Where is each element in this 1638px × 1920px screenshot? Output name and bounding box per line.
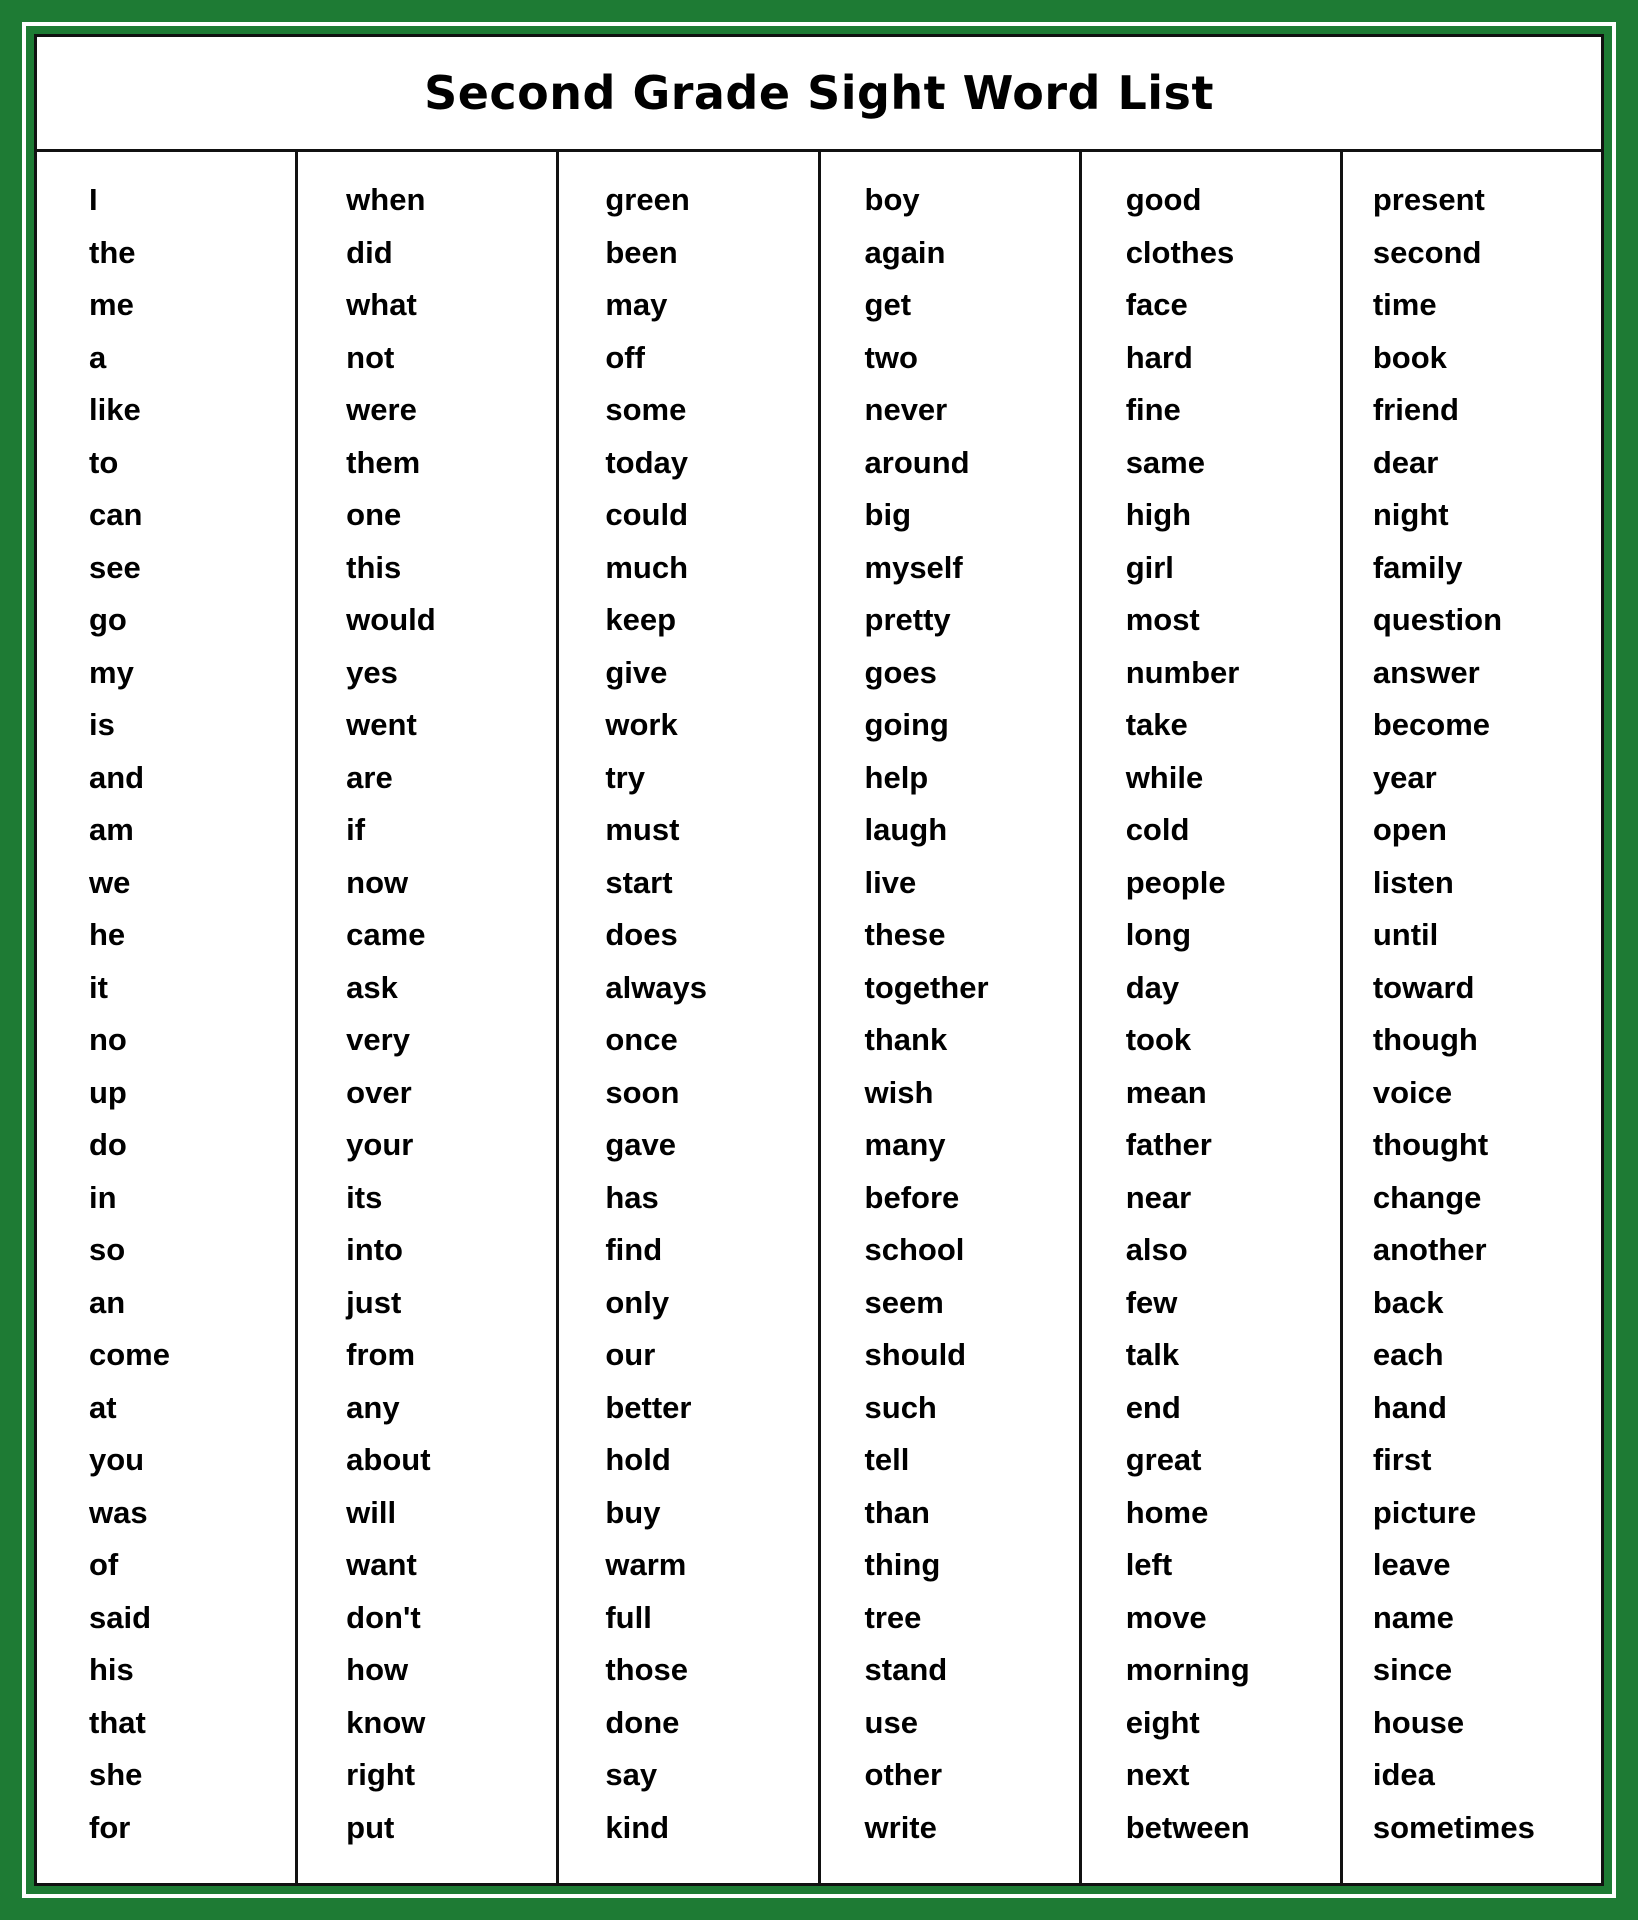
word-item: second: [1372, 234, 1482, 270]
word-item: friend: [1372, 392, 1459, 427]
word-item: live: [864, 864, 917, 900]
word-item: we: [89, 864, 131, 900]
word-item: question: [1372, 602, 1503, 637]
word-item: always: [605, 969, 708, 1005]
word-item: an: [89, 1284, 126, 1320]
word-item: such: [864, 1389, 937, 1425]
word-item: write: [864, 1809, 937, 1845]
word-item: stand: [864, 1652, 948, 1687]
word-item: how: [346, 1652, 409, 1687]
word-item: today: [605, 444, 689, 480]
word-item: home: [1125, 1494, 1209, 1530]
word-item: hard: [1125, 339, 1193, 375]
word-column-4: [821, 152, 1082, 1883]
word-item: find: [605, 1232, 663, 1267]
word-item: like: [89, 392, 141, 427]
word-item: am: [89, 812, 134, 847]
word-item: can: [89, 497, 143, 532]
word-item: and: [89, 759, 145, 795]
word-item: now: [346, 864, 409, 900]
word-item: house: [1372, 1704, 1465, 1740]
word-item: voice: [1372, 1074, 1453, 1110]
word-item: until: [1372, 917, 1439, 952]
word-item: go: [89, 602, 127, 637]
word-item: soon: [605, 1074, 680, 1110]
word-item: work: [605, 707, 678, 742]
word-item: done: [605, 1704, 680, 1740]
word-item: his: [89, 1652, 134, 1687]
word-item: though: [1372, 1022, 1478, 1057]
word-item: tell: [864, 1442, 910, 1477]
word-item: for: [89, 1809, 131, 1845]
word-item: once: [605, 1022, 678, 1057]
word-item: not: [346, 339, 395, 375]
word-item: time: [1372, 287, 1437, 322]
word-item: again: [864, 234, 946, 270]
word-item: your: [346, 1127, 414, 1162]
word-item: back: [1372, 1284, 1444, 1320]
word-item: get: [864, 287, 912, 322]
word-item: also: [1125, 1232, 1188, 1267]
word-item: while: [1125, 759, 1204, 795]
word-item: present: [1372, 182, 1485, 217]
word-item: would: [346, 602, 436, 637]
word-item: green: [605, 182, 690, 217]
word-item: those: [605, 1652, 689, 1687]
word-item: I: [89, 182, 98, 217]
word-item: these: [864, 917, 946, 952]
word-item: book: [1372, 339, 1447, 375]
word-columns: [37, 152, 1601, 1883]
word-column-5: [1082, 152, 1343, 1883]
word-column-5-inner: [1082, 174, 1340, 1854]
word-item: see: [89, 549, 141, 585]
word-item: in: [89, 1179, 117, 1215]
word-item: off: [605, 339, 645, 375]
word-item: what: [346, 287, 417, 322]
word-item: will: [346, 1494, 397, 1530]
word-item: went: [346, 707, 417, 742]
word-item: just: [346, 1284, 402, 1320]
word-item: high: [1125, 497, 1192, 532]
word-item: father: [1125, 1127, 1212, 1162]
word-item: big: [864, 497, 912, 532]
word-column-3: [559, 152, 820, 1883]
word-item: our: [605, 1337, 656, 1372]
word-item: give: [605, 654, 668, 690]
word-item: eight: [1125, 1704, 1200, 1740]
word-item: mean: [1125, 1074, 1207, 1110]
word-item: hand: [1372, 1389, 1447, 1425]
word-item: open: [1372, 812, 1447, 847]
word-item: goes: [864, 654, 937, 690]
word-item: to: [89, 444, 119, 480]
word-item: so: [89, 1232, 126, 1267]
word-item: took: [1125, 1022, 1192, 1057]
word-item: must: [605, 812, 680, 847]
word-item: most: [1125, 602, 1200, 637]
word-item: another: [1372, 1232, 1487, 1267]
word-item: name: [1372, 1599, 1454, 1635]
word-item: answer: [1372, 654, 1480, 690]
word-item: from: [346, 1337, 416, 1372]
word-item: yes: [346, 654, 398, 690]
word-item: day: [1125, 969, 1180, 1005]
word-item: two: [864, 339, 918, 375]
word-item: next: [1125, 1757, 1190, 1792]
word-item: toward: [1372, 969, 1475, 1005]
word-item: were: [346, 392, 417, 427]
word-list-sheet: [34, 34, 1604, 1886]
word-column-3-inner: [559, 174, 817, 1854]
word-item: she: [89, 1757, 143, 1792]
word-item: between: [1125, 1809, 1250, 1845]
word-item: cold: [1125, 812, 1190, 847]
word-item: number: [1125, 654, 1240, 690]
word-item: end: [1125, 1389, 1181, 1425]
word-item: some: [605, 392, 687, 427]
word-item: want: [346, 1547, 417, 1582]
word-item: become: [1372, 707, 1491, 742]
word-item: has: [605, 1179, 659, 1215]
word-item: help: [864, 759, 929, 795]
word-item: very: [346, 1022, 410, 1057]
word-item: face: [1125, 287, 1188, 322]
word-item: pretty: [864, 602, 951, 637]
word-item: my: [89, 654, 134, 690]
word-item: use: [864, 1704, 918, 1740]
word-item: better: [605, 1389, 692, 1425]
word-item: family: [1372, 549, 1463, 585]
word-item: know: [346, 1704, 426, 1740]
word-item: said: [89, 1599, 152, 1635]
word-item: few: [1125, 1284, 1178, 1320]
word-item: at: [89, 1389, 117, 1425]
word-item: any: [346, 1389, 400, 1425]
word-item: never: [864, 392, 948, 427]
word-column-4-inner: [821, 174, 1079, 1854]
word-item: of: [89, 1547, 119, 1582]
word-item: over: [346, 1074, 412, 1110]
word-item: up: [89, 1074, 127, 1110]
word-item: left: [1125, 1547, 1173, 1582]
word-item: clothes: [1125, 234, 1235, 270]
word-column-2-inner: [298, 174, 556, 1854]
word-item: take: [1125, 707, 1188, 742]
word-item: near: [1125, 1179, 1192, 1215]
title-bar: [37, 37, 1601, 152]
word-item: talk: [1125, 1337, 1180, 1372]
word-item: people: [1125, 864, 1226, 900]
word-item: hold: [605, 1442, 671, 1477]
word-item: morning: [1125, 1652, 1250, 1687]
word-item: are: [346, 759, 393, 795]
word-item: picture: [1372, 1494, 1477, 1530]
word-item: about: [346, 1442, 431, 1477]
word-item: school: [864, 1232, 965, 1267]
word-item: don't: [346, 1599, 421, 1635]
word-item: myself: [864, 549, 963, 585]
word-item: right: [346, 1757, 416, 1792]
page-title: Second Grade Sight Word List: [424, 66, 1214, 120]
word-item: other: [864, 1757, 943, 1792]
word-item: a: [89, 339, 107, 375]
word-column-2: [298, 152, 559, 1883]
word-item: its: [346, 1179, 383, 1215]
word-item: put: [346, 1809, 395, 1845]
word-item: much: [605, 549, 689, 585]
word-item: say: [605, 1757, 658, 1792]
word-item: move: [1125, 1599, 1207, 1635]
word-item: you: [89, 1442, 145, 1477]
word-item: he: [89, 917, 126, 952]
word-item: did: [346, 234, 393, 270]
word-item: me: [89, 287, 134, 322]
word-item: together: [864, 969, 989, 1005]
word-column-6-inner: [1343, 174, 1601, 1854]
word-item: around: [864, 444, 970, 480]
word-item: one: [346, 497, 402, 532]
word-item: do: [89, 1127, 127, 1162]
word-item: does: [605, 917, 678, 952]
word-item: warm: [605, 1547, 687, 1582]
word-item: try: [605, 759, 645, 795]
word-item: year: [1372, 759, 1437, 795]
word-item: ask: [346, 969, 398, 1005]
word-column-1-inner: [37, 174, 295, 1854]
word-item: is: [89, 707, 115, 742]
word-item: this: [346, 549, 402, 585]
word-item: it: [89, 969, 108, 1005]
word-item: may: [605, 287, 668, 322]
word-item: keep: [605, 602, 677, 637]
word-column-6: [1343, 152, 1601, 1883]
word-item: many: [864, 1127, 946, 1162]
word-item: only: [605, 1284, 670, 1320]
word-item: that: [89, 1704, 146, 1740]
word-item: come: [89, 1337, 170, 1372]
word-item: into: [346, 1232, 403, 1267]
word-item: when: [346, 182, 426, 217]
word-item: leave: [1372, 1547, 1451, 1582]
word-item: good: [1125, 182, 1202, 217]
word-item: tree: [864, 1599, 922, 1635]
word-item: same: [1125, 444, 1205, 480]
word-item: than: [864, 1494, 930, 1530]
word-item: each: [1372, 1337, 1444, 1372]
word-item: fine: [1125, 392, 1181, 427]
word-item: if: [346, 812, 366, 847]
word-item: start: [605, 864, 673, 900]
word-item: listen: [1372, 864, 1454, 900]
word-item: seem: [864, 1284, 944, 1320]
word-item: first: [1372, 1442, 1432, 1477]
word-item: the: [89, 234, 136, 270]
word-item: been: [605, 234, 678, 270]
word-item: sometimes: [1372, 1809, 1535, 1845]
word-item: was: [89, 1494, 148, 1530]
word-item: buy: [605, 1494, 661, 1530]
word-item: thing: [864, 1547, 941, 1582]
word-item: dear: [1372, 444, 1439, 480]
word-item: gave: [605, 1127, 677, 1162]
word-item: idea: [1372, 1757, 1435, 1792]
word-item: girl: [1125, 549, 1174, 585]
word-item: came: [346, 917, 426, 952]
decorative-border: [22, 22, 1616, 1898]
word-item: thought: [1372, 1127, 1489, 1162]
word-item: since: [1372, 1652, 1453, 1687]
word-item: night: [1372, 497, 1449, 532]
word-item: no: [89, 1022, 127, 1057]
word-item: boy: [864, 182, 920, 217]
word-item: could: [605, 497, 689, 532]
word-item: kind: [605, 1809, 670, 1845]
word-item: long: [1125, 917, 1192, 952]
word-column-1: [37, 152, 298, 1883]
word-item: should: [864, 1337, 967, 1372]
word-item: thank: [864, 1022, 948, 1057]
word-item: laugh: [864, 812, 948, 847]
word-item: change: [1372, 1179, 1482, 1215]
word-item: them: [346, 444, 421, 480]
word-item: before: [864, 1179, 960, 1215]
word-item: great: [1125, 1442, 1202, 1477]
word-item: wish: [864, 1074, 934, 1110]
word-item: full: [605, 1599, 652, 1635]
word-item: going: [864, 707, 949, 742]
